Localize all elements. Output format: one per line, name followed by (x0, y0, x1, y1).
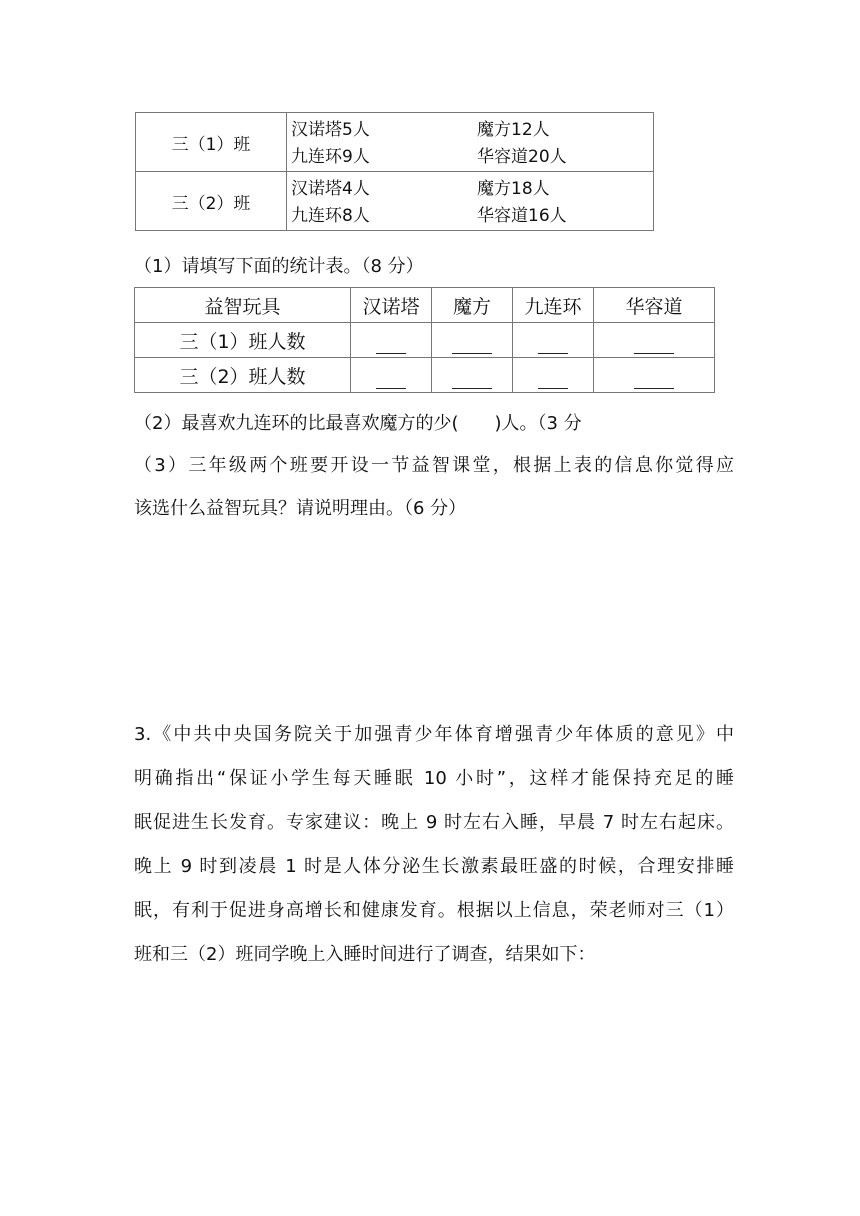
column-header: 华容道 (594, 288, 715, 323)
question-3-line: （3）三年级两个班要开设一节益智课堂，根据上表的信息你觉得应 (134, 455, 734, 476)
question-1: （1）请填写下面的统计表。（8 分） (134, 256, 424, 277)
question-3 (134, 444, 734, 530)
problem-3-line: 3.《中共中央国务院关于加强青少年体育增强青少年体质的意见》中 (134, 724, 734, 745)
toy-count: 华容道16人 (477, 206, 567, 226)
question-2: （2）最喜欢九连环的比最喜欢魔方的少( )人。（3 分 (134, 413, 582, 434)
answer-blank[interactable] (351, 323, 432, 358)
column-header: 魔方 (432, 288, 513, 323)
toy-count: 华容道20人 (477, 147, 567, 167)
table-row (135, 323, 715, 358)
column-header: 益智玩具 (135, 288, 351, 323)
answer-blank[interactable] (513, 323, 594, 358)
answer-blank[interactable] (513, 358, 594, 393)
statistics-table (134, 287, 715, 393)
class-name-cell: 三（1）班 (136, 113, 287, 172)
table-row (136, 172, 654, 231)
row-label: 三（1）班人数 (135, 323, 351, 358)
class-name-cell: 三（2）班 (136, 172, 287, 231)
problem-3-line: 明确指出“保证小学生每天睡眠 10 小时”，这样才能保持充足的睡 (134, 768, 734, 789)
survey-info-table (135, 112, 654, 231)
answer-blank[interactable] (351, 358, 432, 393)
question-3-line: 该选什么益智玩具？请说明理由。（6 分） (134, 498, 467, 519)
toy-count: 汉诺塔5人 (291, 120, 370, 140)
table-row (136, 113, 654, 172)
toy-count: 九连环9人 (291, 147, 370, 167)
table-row (135, 358, 715, 393)
toy-count: 魔方12人 (477, 120, 550, 140)
problem-3-line: 眠，有利于促进身高增长和健康发育。根据以上信息，荣老师对三（1） (134, 900, 734, 921)
problem-3-line: 眠促进生长发育。专家建议：晚上 9 时左右入睡，早晨 7 时左右起床。 (134, 812, 734, 833)
toy-count: 九连环8人 (291, 206, 370, 226)
answer-blank[interactable] (432, 358, 513, 393)
answer-blank[interactable] (594, 358, 715, 393)
table-header-row (135, 288, 715, 323)
answer-blank[interactable] (432, 323, 513, 358)
answer-blank[interactable] (594, 323, 715, 358)
problem-3-line: 班和三（2）班同学晚上入睡时间进行了调查，结果如下： (134, 944, 596, 965)
problem-3-text (134, 713, 734, 977)
column-header: 九连环 (513, 288, 594, 323)
row-label: 三（2）班人数 (135, 358, 351, 393)
toy-counts-cell (287, 113, 654, 172)
toy-count: 魔方18人 (477, 179, 550, 199)
toy-count: 汉诺塔4人 (291, 179, 370, 199)
toy-counts-cell (287, 172, 654, 231)
problem-3-line: 晚上 9 时到凌晨 1 时是人体分泌生长激素最旺盛的时候，合理安排睡 (134, 856, 734, 877)
column-header: 汉诺塔 (351, 288, 432, 323)
